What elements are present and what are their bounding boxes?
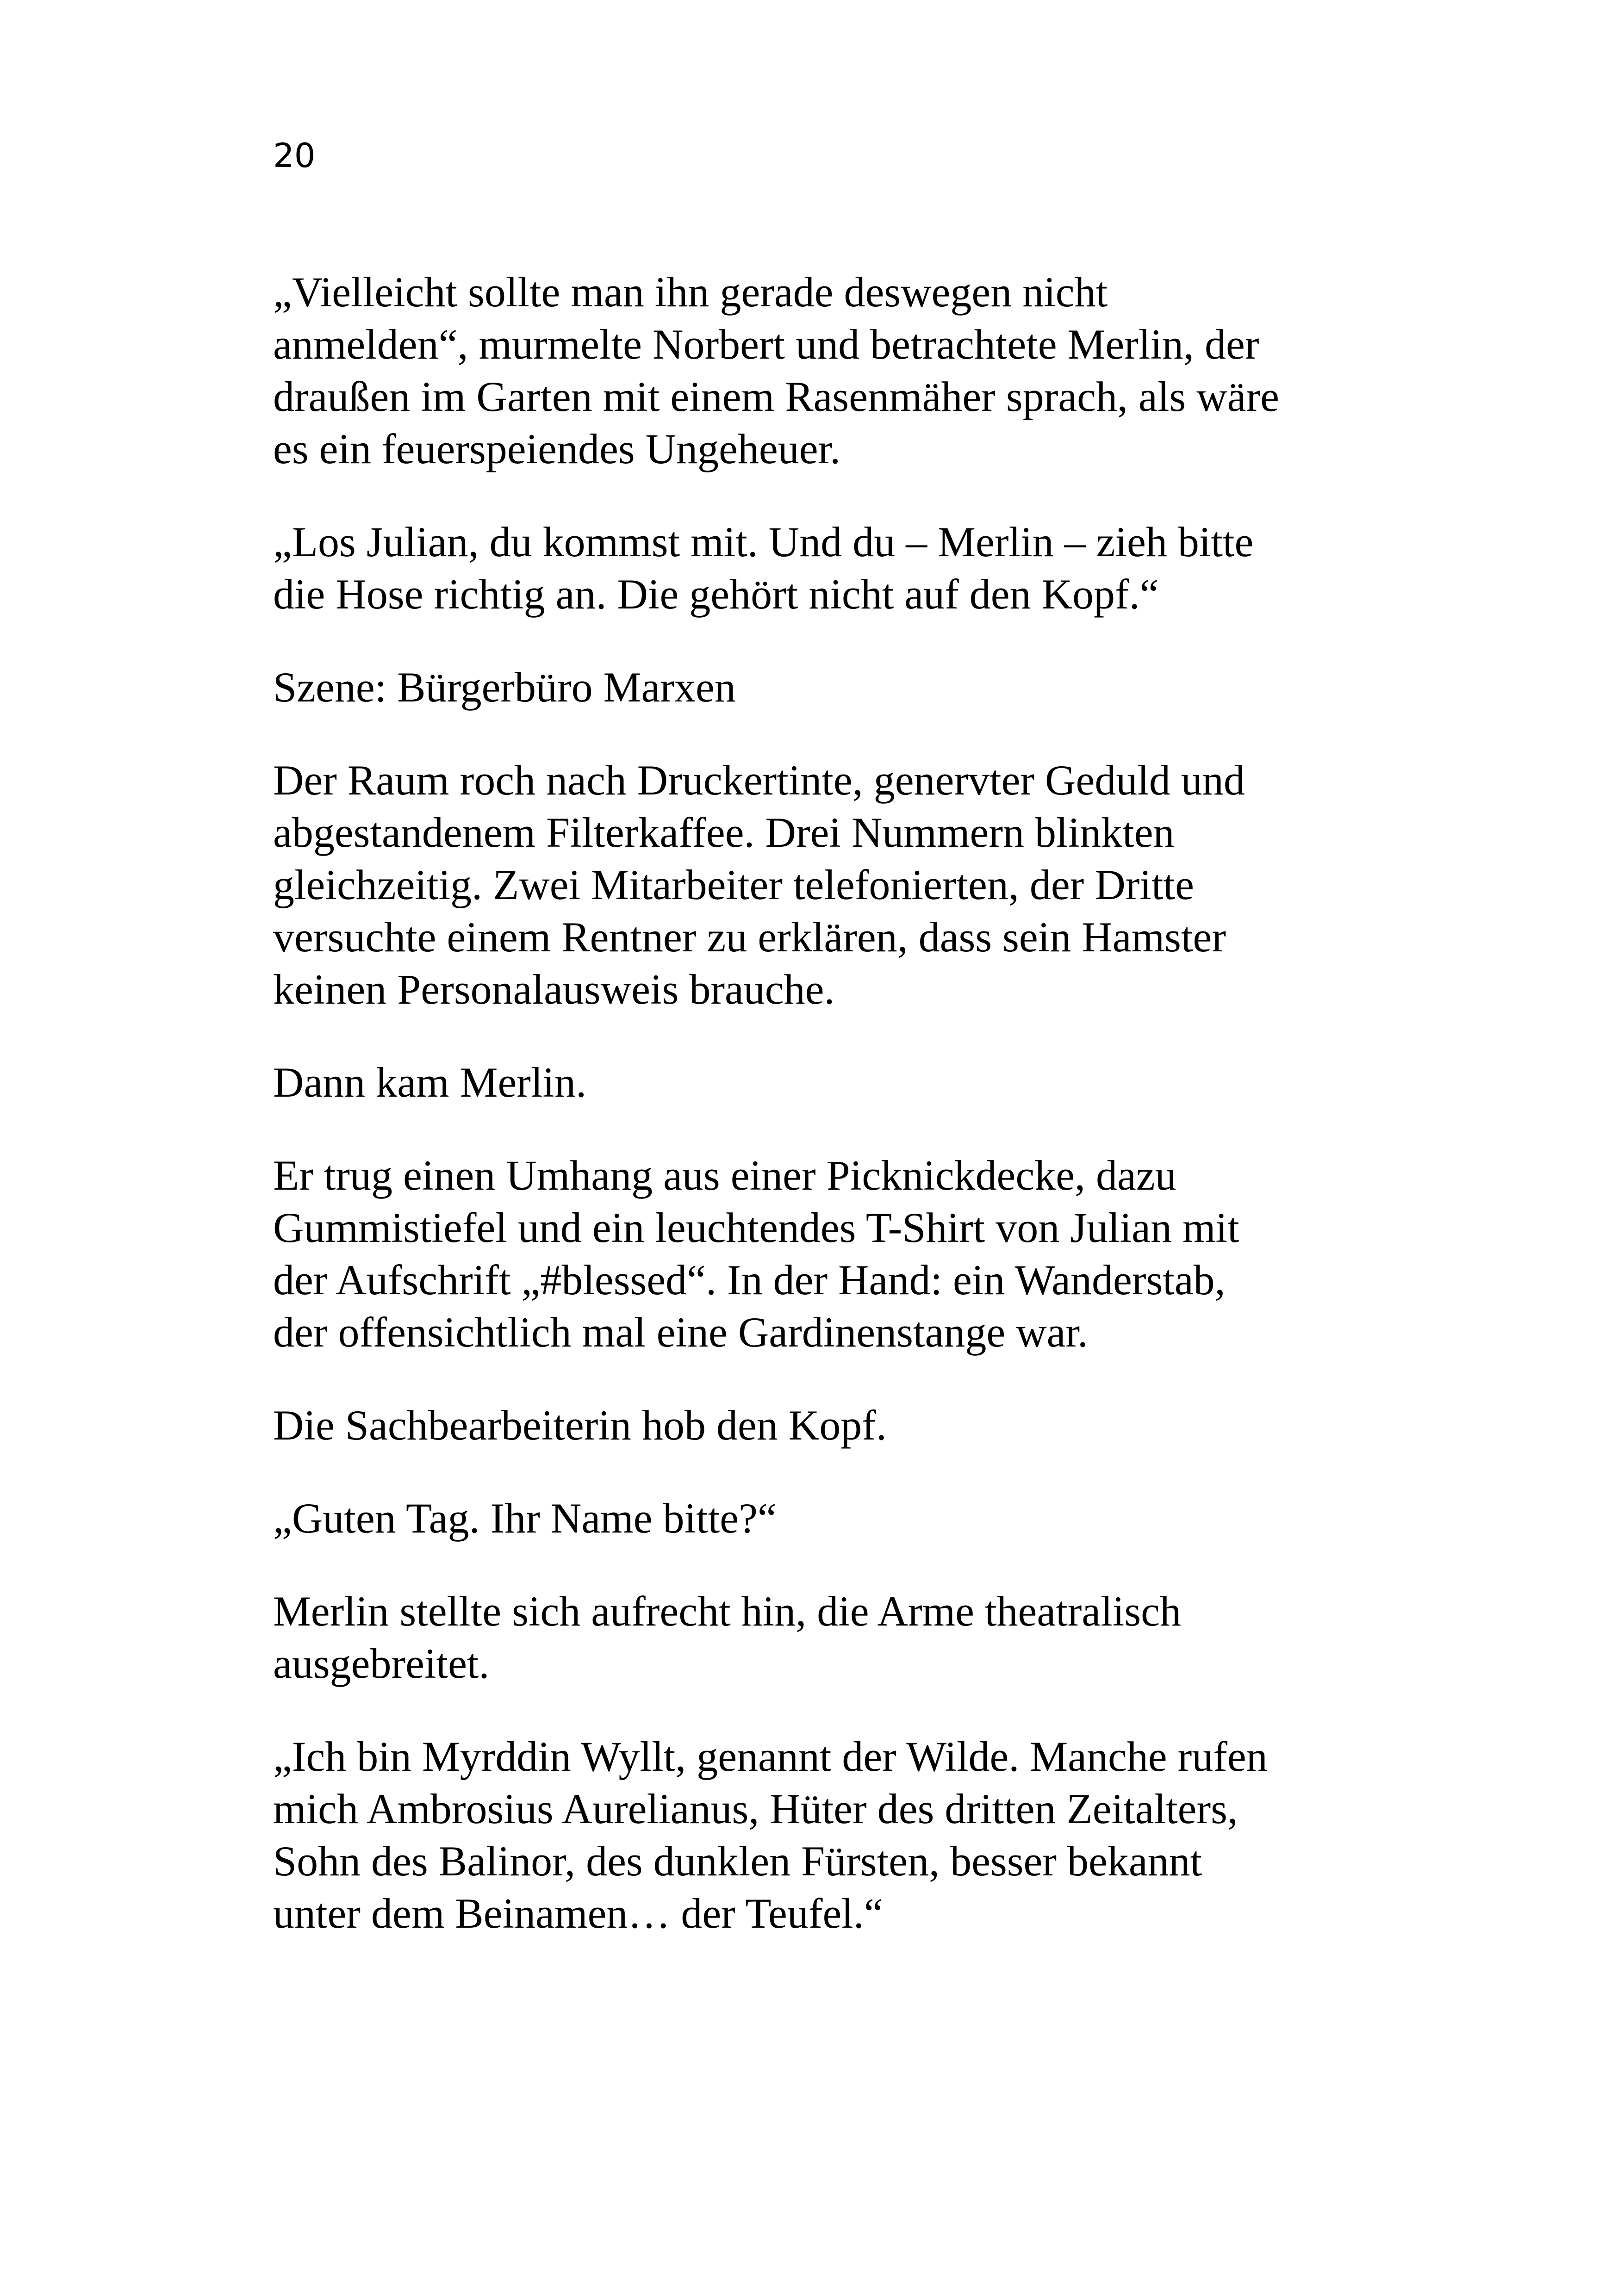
- paragraph: „Guten Tag. Ihr Name bitte?“: [273, 1495, 777, 1542]
- paragraph: Der Raum roch nach Druckertinte, genervter Geduld und abgestandenem Filterkaffee. Drei Nummern blinkten gleichzeitig. Zwei Mitarbeiter telefonierten, der Dritte versuchte einem Rentner zu erklären, dass sein Hamster keinen Personalausweis brauche.: [273, 757, 1245, 1013]
- paragraph: „Los Julian, du kommst mit. Und du – Merlin – zieh bitte die Hose richtig an. Die gehört nicht auf den Kopf.“: [273, 518, 1254, 618]
- body-text: [273, 266, 1351, 1980]
- paragraph: „Ich bin Myrddin Wyllt, genannt der Wilde. Manche rufen mich Ambrosius Aurelianus, Hüter des dritten Zeitalters, Sohn des Balinor, des dunklen Fürsten, besser bekannt unter dem Beinamen… der Teufel.“: [273, 1733, 1268, 1937]
- paragraph: Dann kam Merlin.: [273, 1059, 587, 1106]
- scene-heading: Szene: Bürgerbüro Marxen: [273, 664, 736, 711]
- paragraph: „Vielleicht sollte man ihn gerade deswegen nicht anmelden“, murmelte Norbert und betrachtete Merlin, der draußen im Garten mit einem Rasenmäher sprach, als wäre es ein feuerspeiendes Ungeheuer.: [273, 268, 1279, 472]
- paragraph: Die Sachbearbeiterin hob den Kopf.: [273, 1402, 887, 1449]
- paragraph: Er trug einen Umhang aus einer Picknickdecke, dazu Gummistiefel und ein leuchtendes T-Shirt von Julian mit der Aufschrift „#blessed“. In der Hand: ein Wanderstab, der offensichtlich mal eine Gardinenstange war.: [273, 1152, 1239, 1356]
- page-number: 20: [273, 136, 316, 175]
- paragraph: Merlin stellte sich aufrecht hin, die Arme theatralisch ausgebreitet.: [273, 1588, 1182, 1687]
